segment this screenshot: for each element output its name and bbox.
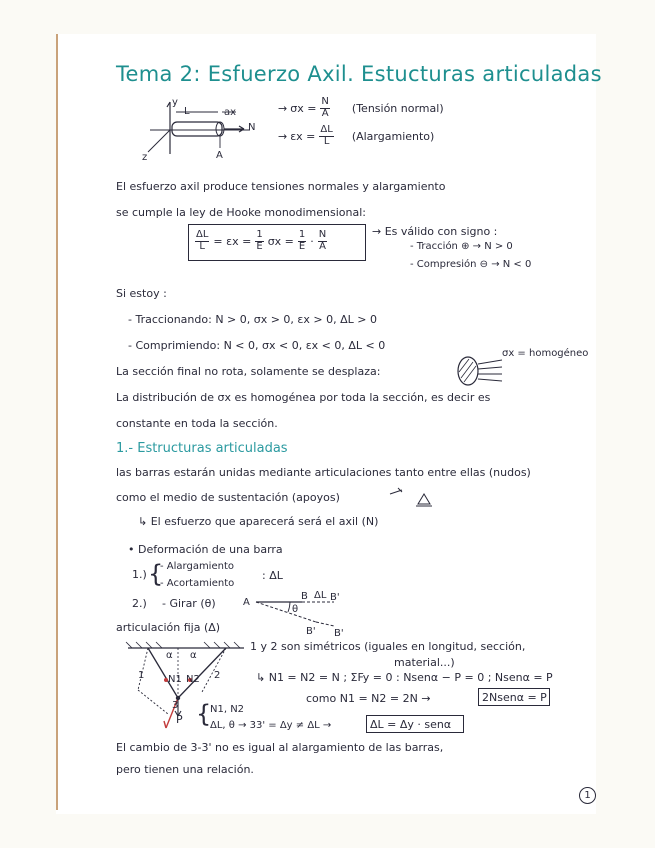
deformacion-num-1: 1.) [132,568,147,581]
truss-alpha-2: α [190,650,197,661]
homogeneo-label: σx = homogéneo [502,348,589,359]
sigma-note: (Tensión normal) [351,101,444,115]
art-line-2: como el medio de sustentación (apoyos) [116,491,340,504]
girar-label: - Girar (θ) [162,597,216,610]
sigma-den: A [321,107,329,119]
hooke-eq2: σx = [267,234,294,248]
seccion-line-1: La sección final no rota, solamente se desplaza: [116,365,381,378]
compresion-rule: - Compresión ⊖ → N < 0 [410,259,532,270]
beam-label-z: z [142,152,148,163]
support-icon [386,484,446,510]
traccion-rule: - Tracción ⊕ → N > 0 [410,241,513,252]
truss-n2: N2 [186,674,200,685]
estoy-heading: Si estoy : [116,287,167,300]
brace-line-1: N1, N2 [210,704,245,715]
result-1: 2Nsenα = P [482,691,547,704]
hooke-law-formula [194,230,328,252]
truss-load-P: P [176,713,183,726]
hooke-f3 [298,230,306,252]
rot-label-dl: ΔL [314,590,327,601]
deformacion-num-2: 2.) [132,597,147,610]
estoy-compresion: - Comprimiendo: N < 0, σx < 0, εx < 0, ΔL < 0 [128,339,386,352]
result-2: ΔL = Δy · senα [370,718,452,731]
truss-bar-2: 2 [214,670,221,681]
seccion-line-3: constante en toda la sección. [116,417,278,430]
beam-label-y: y [172,97,178,108]
eps-fraction [319,125,333,147]
eps-lhs: εx = [290,129,316,143]
sign-note: → Es válido con signo : [372,225,498,238]
articulacion-fija: articulación fija (Δ) [116,621,221,634]
rot-label-B3: B' [334,628,344,639]
rot-label-A: A [243,597,250,608]
acortamiento-label: - Acortamiento [160,578,235,589]
hooke-f1-den: L [199,240,205,252]
estoy-traccion: - Traccionando: N > 0, σx > 0, εx > 0, ΔL > 0 [128,313,377,326]
alargamiento-label: - Alargamiento [160,561,234,572]
brace-line-2: ΔL, θ → 33' = Δy ≠ ΔL → [210,720,332,731]
art-line-3: ↳ El esfuerzo que aparecerá será el axil (N) [138,515,379,528]
margin-rule [56,34,58,810]
sigma-num: N [321,96,329,107]
beam-label-A: A [216,150,223,161]
truss-alpha-1: α [166,650,173,661]
page-number: 1 [579,787,596,804]
truss-node-3: 3 [172,700,179,711]
beam-label-L: L [184,106,190,117]
section-heading-articuladas: 1.- Estructuras articuladas [116,441,288,456]
brace-1: { [148,560,164,588]
hooke-eq1: = εx = [213,234,252,248]
text-line-2: se cumple la ley de Hooke monodimensional: [116,206,367,219]
sigma-definition: → σx = $\frac{N}{A}$ (Tensión normal) [278,96,444,119]
hooke-f2-num: 1 [256,229,263,240]
beam-label-N: N [248,122,256,133]
brace-2: { [196,700,212,728]
sym-line-4: como N1 = N2 = 2N → [306,692,431,705]
art-line-1: las barras estarán unidas mediante articulaciones tanto entre ellas (nudos) [116,466,531,479]
hooke-f1-num: ΔL [196,229,209,240]
rot-label-B2: B' [306,626,316,637]
concl-line-2: pero tienen una relación. [116,763,254,776]
eps-den: L [323,135,330,147]
hooke-f2 [255,230,263,252]
hooke-dot: · [310,234,314,248]
sigma-lhs: σx = [290,101,317,115]
hooke-f4-num: N [318,229,327,240]
hooke-f1 [195,230,209,252]
hooke-f2-den: E [256,240,263,252]
sym-line-3: ↳ N1 = N2 = N ; ΣFy = 0 : Nsenα − P = 0 ; Nsenα = P [256,671,553,684]
beam-label-ax: ax [224,107,237,118]
hooke-f4 [318,230,327,252]
sym-line-1: 1 y 2 son simétricos (iguales en longitud, sección, [250,640,526,653]
eps-note: (Alargamiento) [351,129,435,143]
page-title: Tema 2: Esfuerzo Axil. Estucturas articuladas [116,62,602,86]
rot-label-B1: B' [330,592,340,603]
sigma-fraction [320,97,329,119]
deformacion-heading: • Deformación de una barra [128,543,283,556]
seccion-line-2: La distribución de σx es homogénea por toda la sección, es decir es [116,391,491,404]
rot-label-B: B [301,591,308,602]
rot-label-theta: θ [292,604,299,615]
text-line-1: El esfuerzo axil produce tensiones normales y alargamiento [116,180,446,193]
deformacion-dl: : ΔL [262,569,283,582]
sym-line-2: material...) [394,656,455,669]
eps-num: ΔL [320,124,333,135]
truss-n1: N1 [168,674,182,685]
epsilon-definition: → εx = $\frac{\Delta L}{L}$ (Alargamiento) [278,124,435,147]
truss-bar-1: 1 [138,670,145,681]
hooke-f3-den: E [298,240,306,252]
section-diagram [456,354,526,388]
hooke-f4-den: A [319,240,326,252]
concl-line-1: El cambio de 3-3' no es igual al alargamiento de las barras, [116,741,444,754]
hooke-f3-num: 1 [298,229,306,240]
